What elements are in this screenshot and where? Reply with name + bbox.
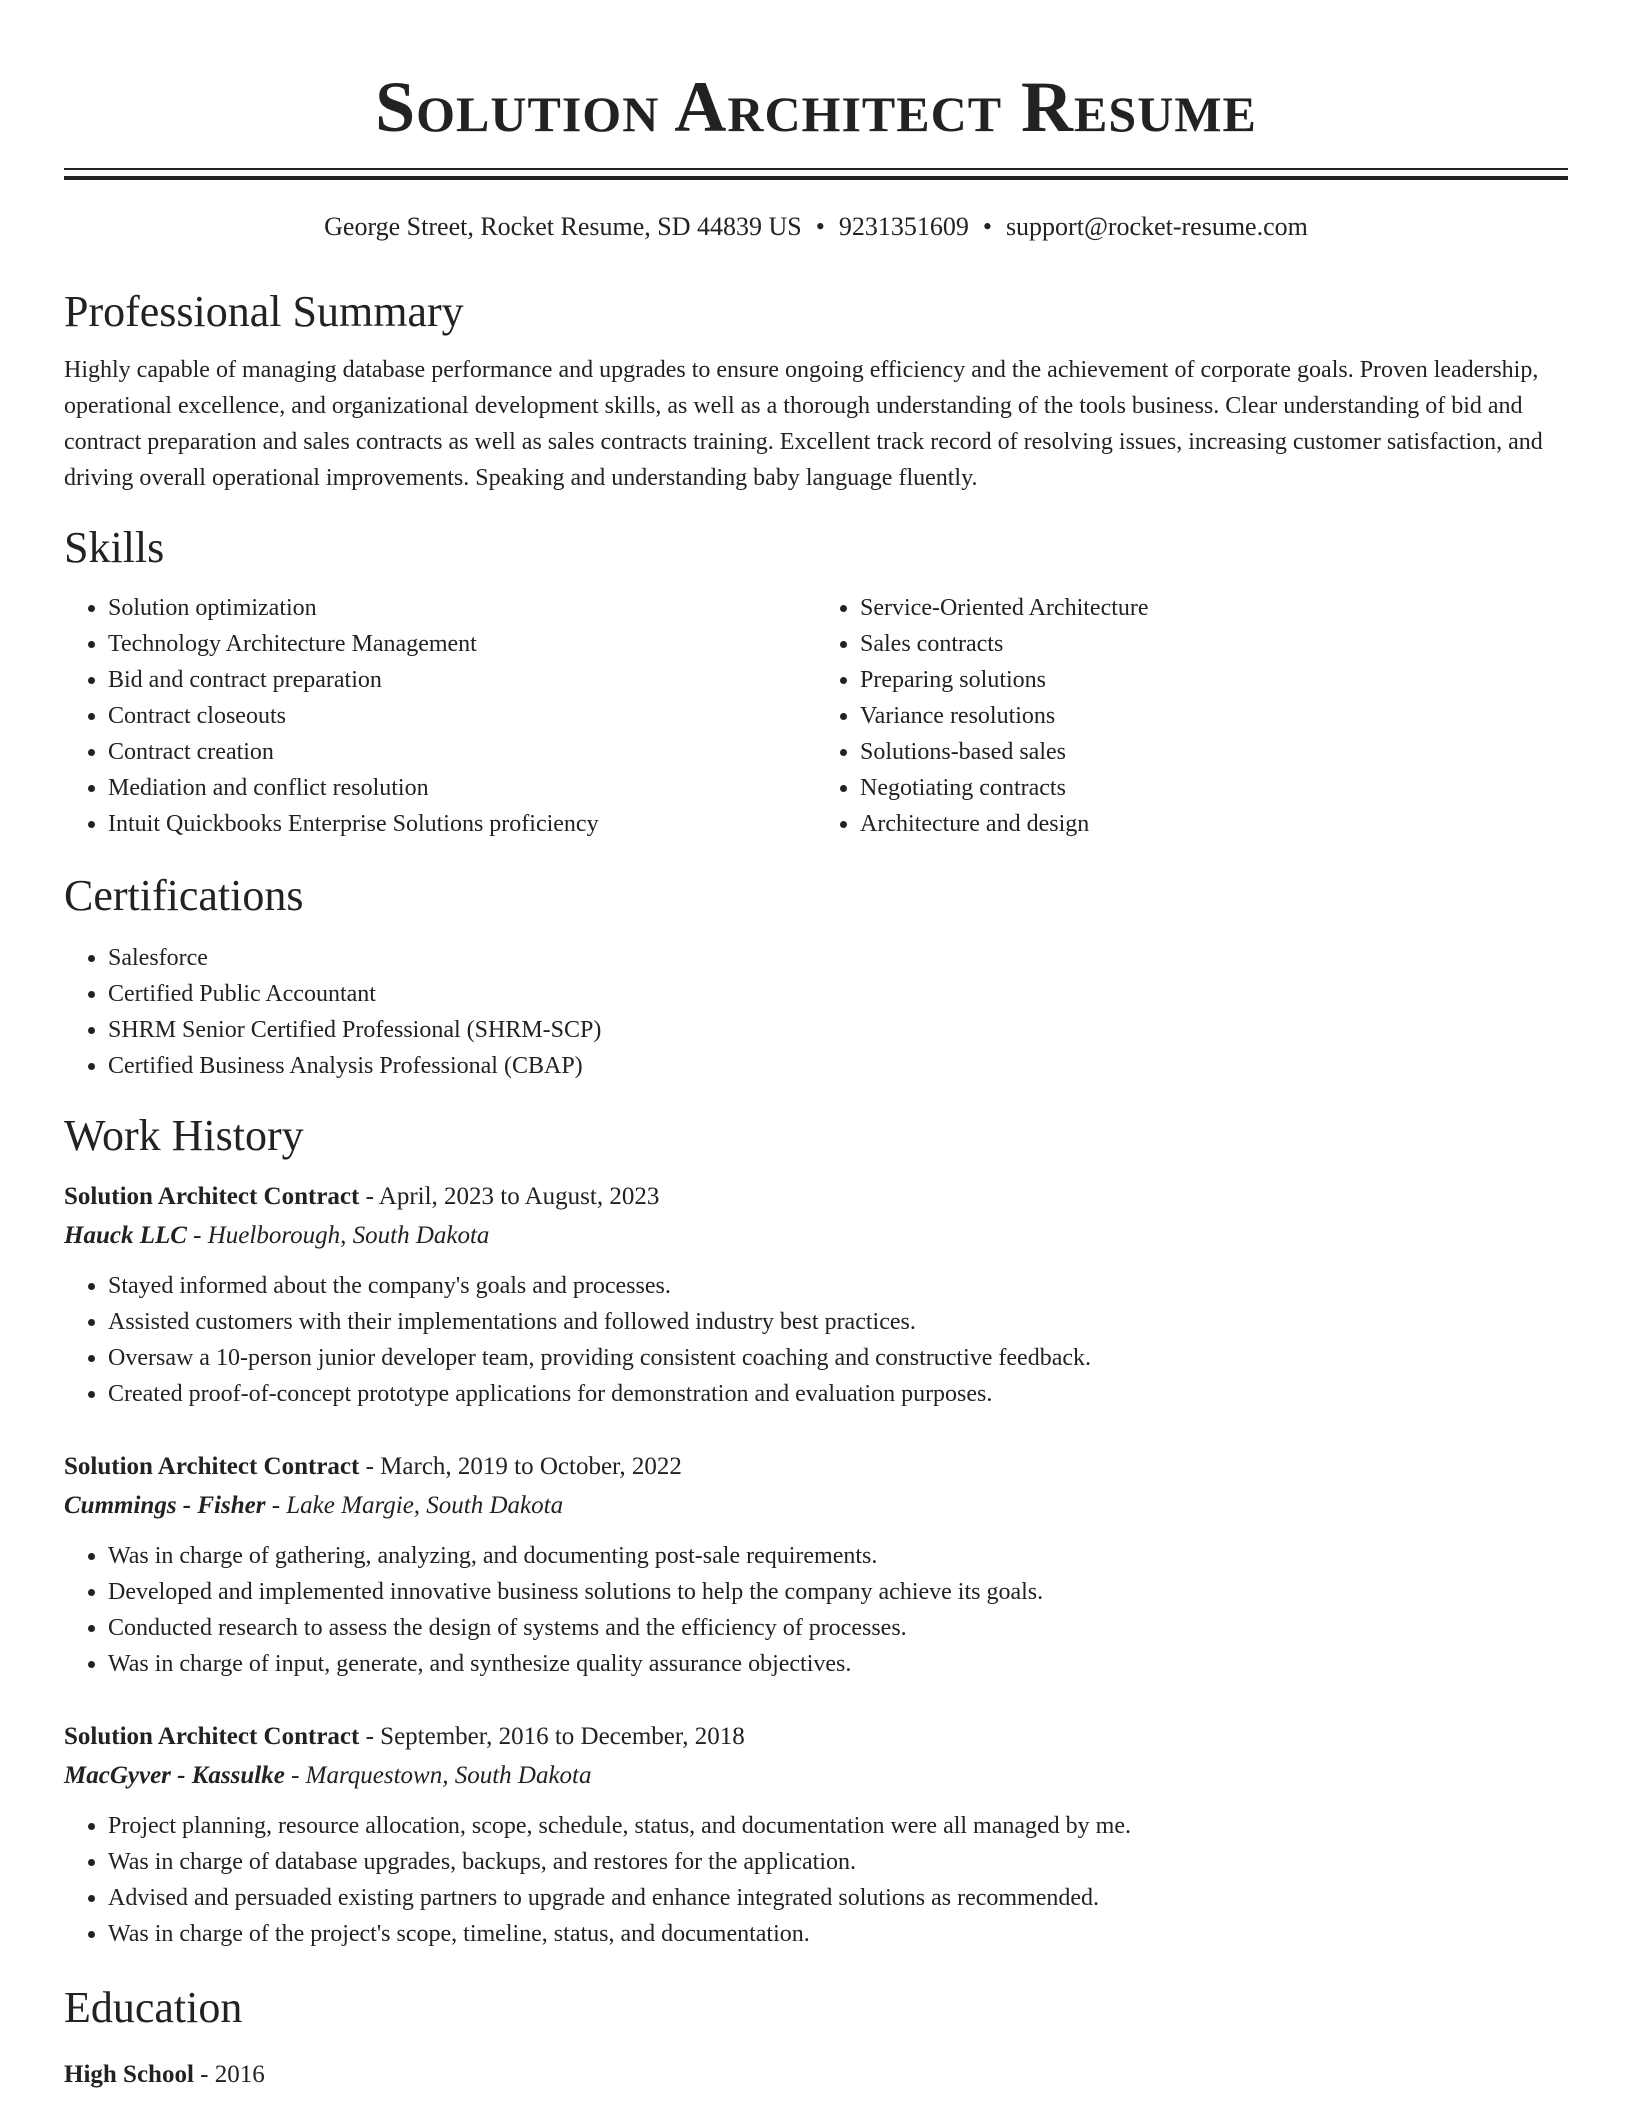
job-bullets	[64, 1808, 1568, 1952]
certifications-list	[64, 940, 1568, 1084]
contact-phone: 9231351609	[838, 212, 969, 241]
job-bullet: • Was in charge of gathering, analyzing, and documenting post-sale requirements.	[108, 1538, 1568, 1574]
job-bullets	[64, 1538, 1568, 1682]
contact-email: support@rocket-resume.com	[1005, 212, 1308, 241]
contact-line	[64, 210, 1568, 244]
skill-item: • Negotiating contracts	[860, 770, 1568, 806]
job-bullet: • Project planning, resource allocation, scope, schedule, status, and documentation were all managed by me.	[108, 1808, 1568, 1844]
job-title: Solution Architect Contract	[64, 1183, 360, 1210]
certifications-heading: Certifications	[64, 871, 304, 920]
job-bullets	[64, 1268, 1568, 1412]
title-divider-thin	[64, 168, 1568, 170]
job-title: Solution Architect Contract	[64, 1723, 360, 1750]
education-year: - 2016	[193, 2061, 265, 2088]
job-location: - Lake Margie, South Dakota	[265, 1492, 564, 1519]
job-bullet: • Developed and implemented innovative business solutions to help the company achieve its goals.	[108, 1574, 1568, 1610]
job-company: MacGyver - Kassulke	[64, 1762, 285, 1789]
skill-item: • Service-Oriented Architecture	[860, 590, 1568, 626]
job-dates: - September, 2016 to December, 2018	[359, 1723, 745, 1750]
skill-item: • Preparing solutions	[860, 662, 1568, 698]
education-entry	[64, 2056, 1568, 2094]
education-degree: High School	[64, 2061, 194, 2088]
skill-item: • Intuit Quickbooks Enterprise Solutions proficiency	[108, 806, 816, 842]
skills-columns	[64, 590, 1568, 842]
job-dates: - April, 2023 to August, 2023	[359, 1183, 660, 1210]
certification-item: • SHRM Senior Certified Professional (SHRM-SCP)	[108, 1012, 1568, 1048]
skill-item: • Technology Architecture Management	[108, 626, 816, 662]
contact-separator: •	[815, 212, 825, 241]
skill-item: • Contract creation	[108, 734, 816, 770]
job-location: - Marquestown, South Dakota	[284, 1762, 592, 1789]
skill-item: • Contract closeouts	[108, 698, 816, 734]
skills-heading: Skills	[64, 523, 165, 572]
resume-page	[64, 0, 1568, 2094]
summary-heading: Professional Summary	[64, 287, 464, 336]
contact-address: George Street, Rocket Resume, SD 44839 US	[324, 212, 802, 241]
job-bullet: • Oversaw a 10-person junior developer team, providing consistent coaching and constructive feedback.	[108, 1340, 1568, 1376]
job-employer	[64, 1216, 1568, 1256]
job-bullet: • Conducted research to assess the design of systems and the efficiency of processes.	[108, 1610, 1568, 1646]
work-history-heading: Work History	[64, 1111, 304, 1160]
job-entry	[64, 1718, 1568, 1952]
job-entry	[64, 1448, 1568, 1682]
job-header	[64, 1178, 1568, 1216]
skills-list-left	[64, 590, 816, 842]
contact-separator: •	[982, 212, 992, 241]
skill-item: • Mediation and conflict resolution	[108, 770, 816, 806]
job-location: - Huelborough, South Dakota	[186, 1222, 490, 1249]
job-bullet: • Was in charge of the project's scope, timeline, status, and documentation.	[108, 1916, 1568, 1952]
resume-title: Solution Architect Resume	[375, 67, 1257, 147]
job-employer	[64, 1756, 1568, 1796]
skill-item: • Architecture and design	[860, 806, 1568, 842]
job-bullet: • Was in charge of input, generate, and synthesize quality assurance objectives.	[108, 1646, 1568, 1682]
skill-item: • Solutions-based sales	[860, 734, 1568, 770]
job-bullet: • Advised and persuaded existing partners to upgrade and enhance integrated solutions as recommended.	[108, 1880, 1568, 1916]
title-divider-thick	[64, 176, 1568, 180]
certification-item: • Certified Business Analysis Professional (CBAP)	[108, 1048, 1568, 1084]
skills-list-right	[816, 590, 1568, 842]
job-entry	[64, 1178, 1568, 1412]
skill-item: • Bid and contract preparation	[108, 662, 816, 698]
job-bullet: • Assisted customers with their implementations and followed industry best practices.	[108, 1304, 1568, 1340]
job-bullet: • Was in charge of database upgrades, backups, and restores for the application.	[108, 1844, 1568, 1880]
job-title: Solution Architect Contract	[64, 1453, 360, 1480]
skill-item: • Variance resolutions	[860, 698, 1568, 734]
job-company: Cummings - Fisher	[64, 1492, 266, 1519]
skill-item: • Solution optimization	[108, 590, 816, 626]
certification-item: • Salesforce	[108, 940, 1568, 976]
job-dates: - March, 2019 to October, 2022	[359, 1453, 682, 1480]
skill-item: • Sales contracts	[860, 626, 1568, 662]
job-bullet: • Created proof-of-concept prototype applications for demonstration and evaluation purposes.	[108, 1376, 1568, 1412]
job-employer	[64, 1486, 1568, 1526]
job-header	[64, 1718, 1568, 1756]
job-header	[64, 1448, 1568, 1486]
summary-text: Highly capable of managing database performance and upgrades to ensure ongoing efficiency and the achievement of corporate goals. Proven leadership, operational excellence, and organizational development skills, as well as a thorough understanding of the tools business. Clear understanding of bid and contract preparation and sales contracts as well as sales contracts training. Excellent track record of resolving issues, increasing customer satisfaction, and driving overall operational improvements. Speaking and understanding baby language fluently.	[64, 357, 1543, 491]
job-company: Hauck LLC	[64, 1222, 187, 1249]
education-heading: Education	[64, 1983, 243, 2032]
certification-item: • Certified Public Accountant	[108, 976, 1568, 1012]
job-bullet: • Stayed informed about the company's goals and processes.	[108, 1268, 1568, 1304]
